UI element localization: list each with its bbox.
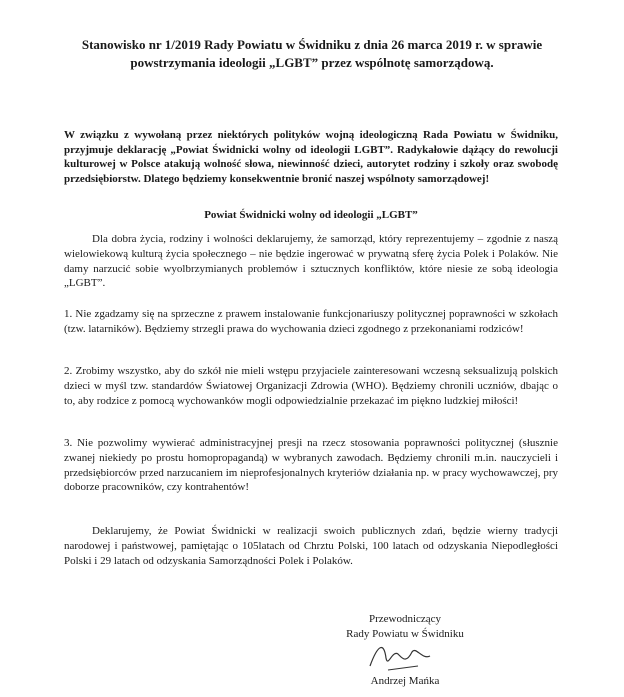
document-title: Stanowisko nr 1/2019 Rady Powiatu w Świdniku z dnia 26 marca 2019 r. w sprawie powstrzymania ideologii „LGBT” przez wspólnotę samorządową.: [81, 37, 543, 70]
point-3-paragraph: 3. Nie pozwolimy wywierać administracyjnej presji na rzecz stosowania poprawności politycznej (słusznie zwanej niekiedy po prostu homopropagandą) w wybranych zawodach. Będziemy chronili m.in. nauczycieli i przedsiębiorców przed narzucaniem im nieprofesjonalnych kryteriów działania np. w pracy wychowawczej, pry doborze pracowników, czy kontrahentów!: [64, 437, 558, 494]
closing-paragraph: Deklarujemy, że Powiat Świdnicki w realizacji swoich publicznych zdań, będzie wierny tradycji narodowej i państwowej, pamiętając o 105latach od Chrztu Polski, 100 latach od odzyskania Niepodległości Polski i 29 latach od odzyskania Samorządności Polek i Polaków.: [64, 525, 558, 567]
declaration-subtitle: Powiat Świdnicki wolny od ideologii „LGBT”: [204, 209, 418, 221]
signatory-name: Andrzej Mańka: [370, 675, 440, 687]
point-2-paragraph: 2. Zrobimy wszystko, aby do szkół nie mieli wstępu przyjaciele zainteresowani wczesną seksualizują polskich dzieci w myśl tzw. standardów Światowej Organizacji Zdrowia (WHO). Będziemy chronili uczniów, dbając o to, aby rodzice z pomocą wychowanków mogli odpowiedzialnie przekazać im piękno ludzkiej miłości!: [64, 365, 558, 407]
intro-paragraph: W związku z wywołaną przez niektórych polityków wojną ideologiczną Rada Powiatu w Świdniku, przyjmuje deklarację „Powiat Świdnicki wolny od ideologii LGBT”. Radykałowie dążący do rewolucji kulturowej w Polsce atakują wolność słowa, niewinność dzieci, autorytet rodziny i szkoły oraz swobodę przedsiębiorstw. Dlatego będziemy konsekwentnie bronić naszej wspólnoty samorządowej!: [64, 129, 558, 185]
handwritten-signature: [360, 636, 440, 676]
signature-role-line2: Rady Powiatu w Świdniku: [346, 628, 464, 640]
declaration-paragraph: Dla dobra życia, rodziny i wolności deklarujemy, że samorząd, który reprezentujemy – zgodnie z naszą wielowiekową kulturą życia społecznego – nie będzie ingerować w prywatną sferę życia Polek i Polaków. Nie damy narzucić sobie wyolbrzymianych problemów i sztucznych konfliktów, które niesie ze sobą ideologia „LGBT”.: [64, 233, 558, 290]
signature-role-line1: Przewodniczący: [368, 613, 442, 625]
point-1-paragraph: 1. Nie zgadzamy się na sprzeczne z prawem instalowanie funkcjonariuszy politycznej poprawności w szkołach (tzw. latarników). Będziemy strzegli prawa do wychowania dzieci zgodnego z przekonaniami rodziców!: [64, 308, 558, 335]
